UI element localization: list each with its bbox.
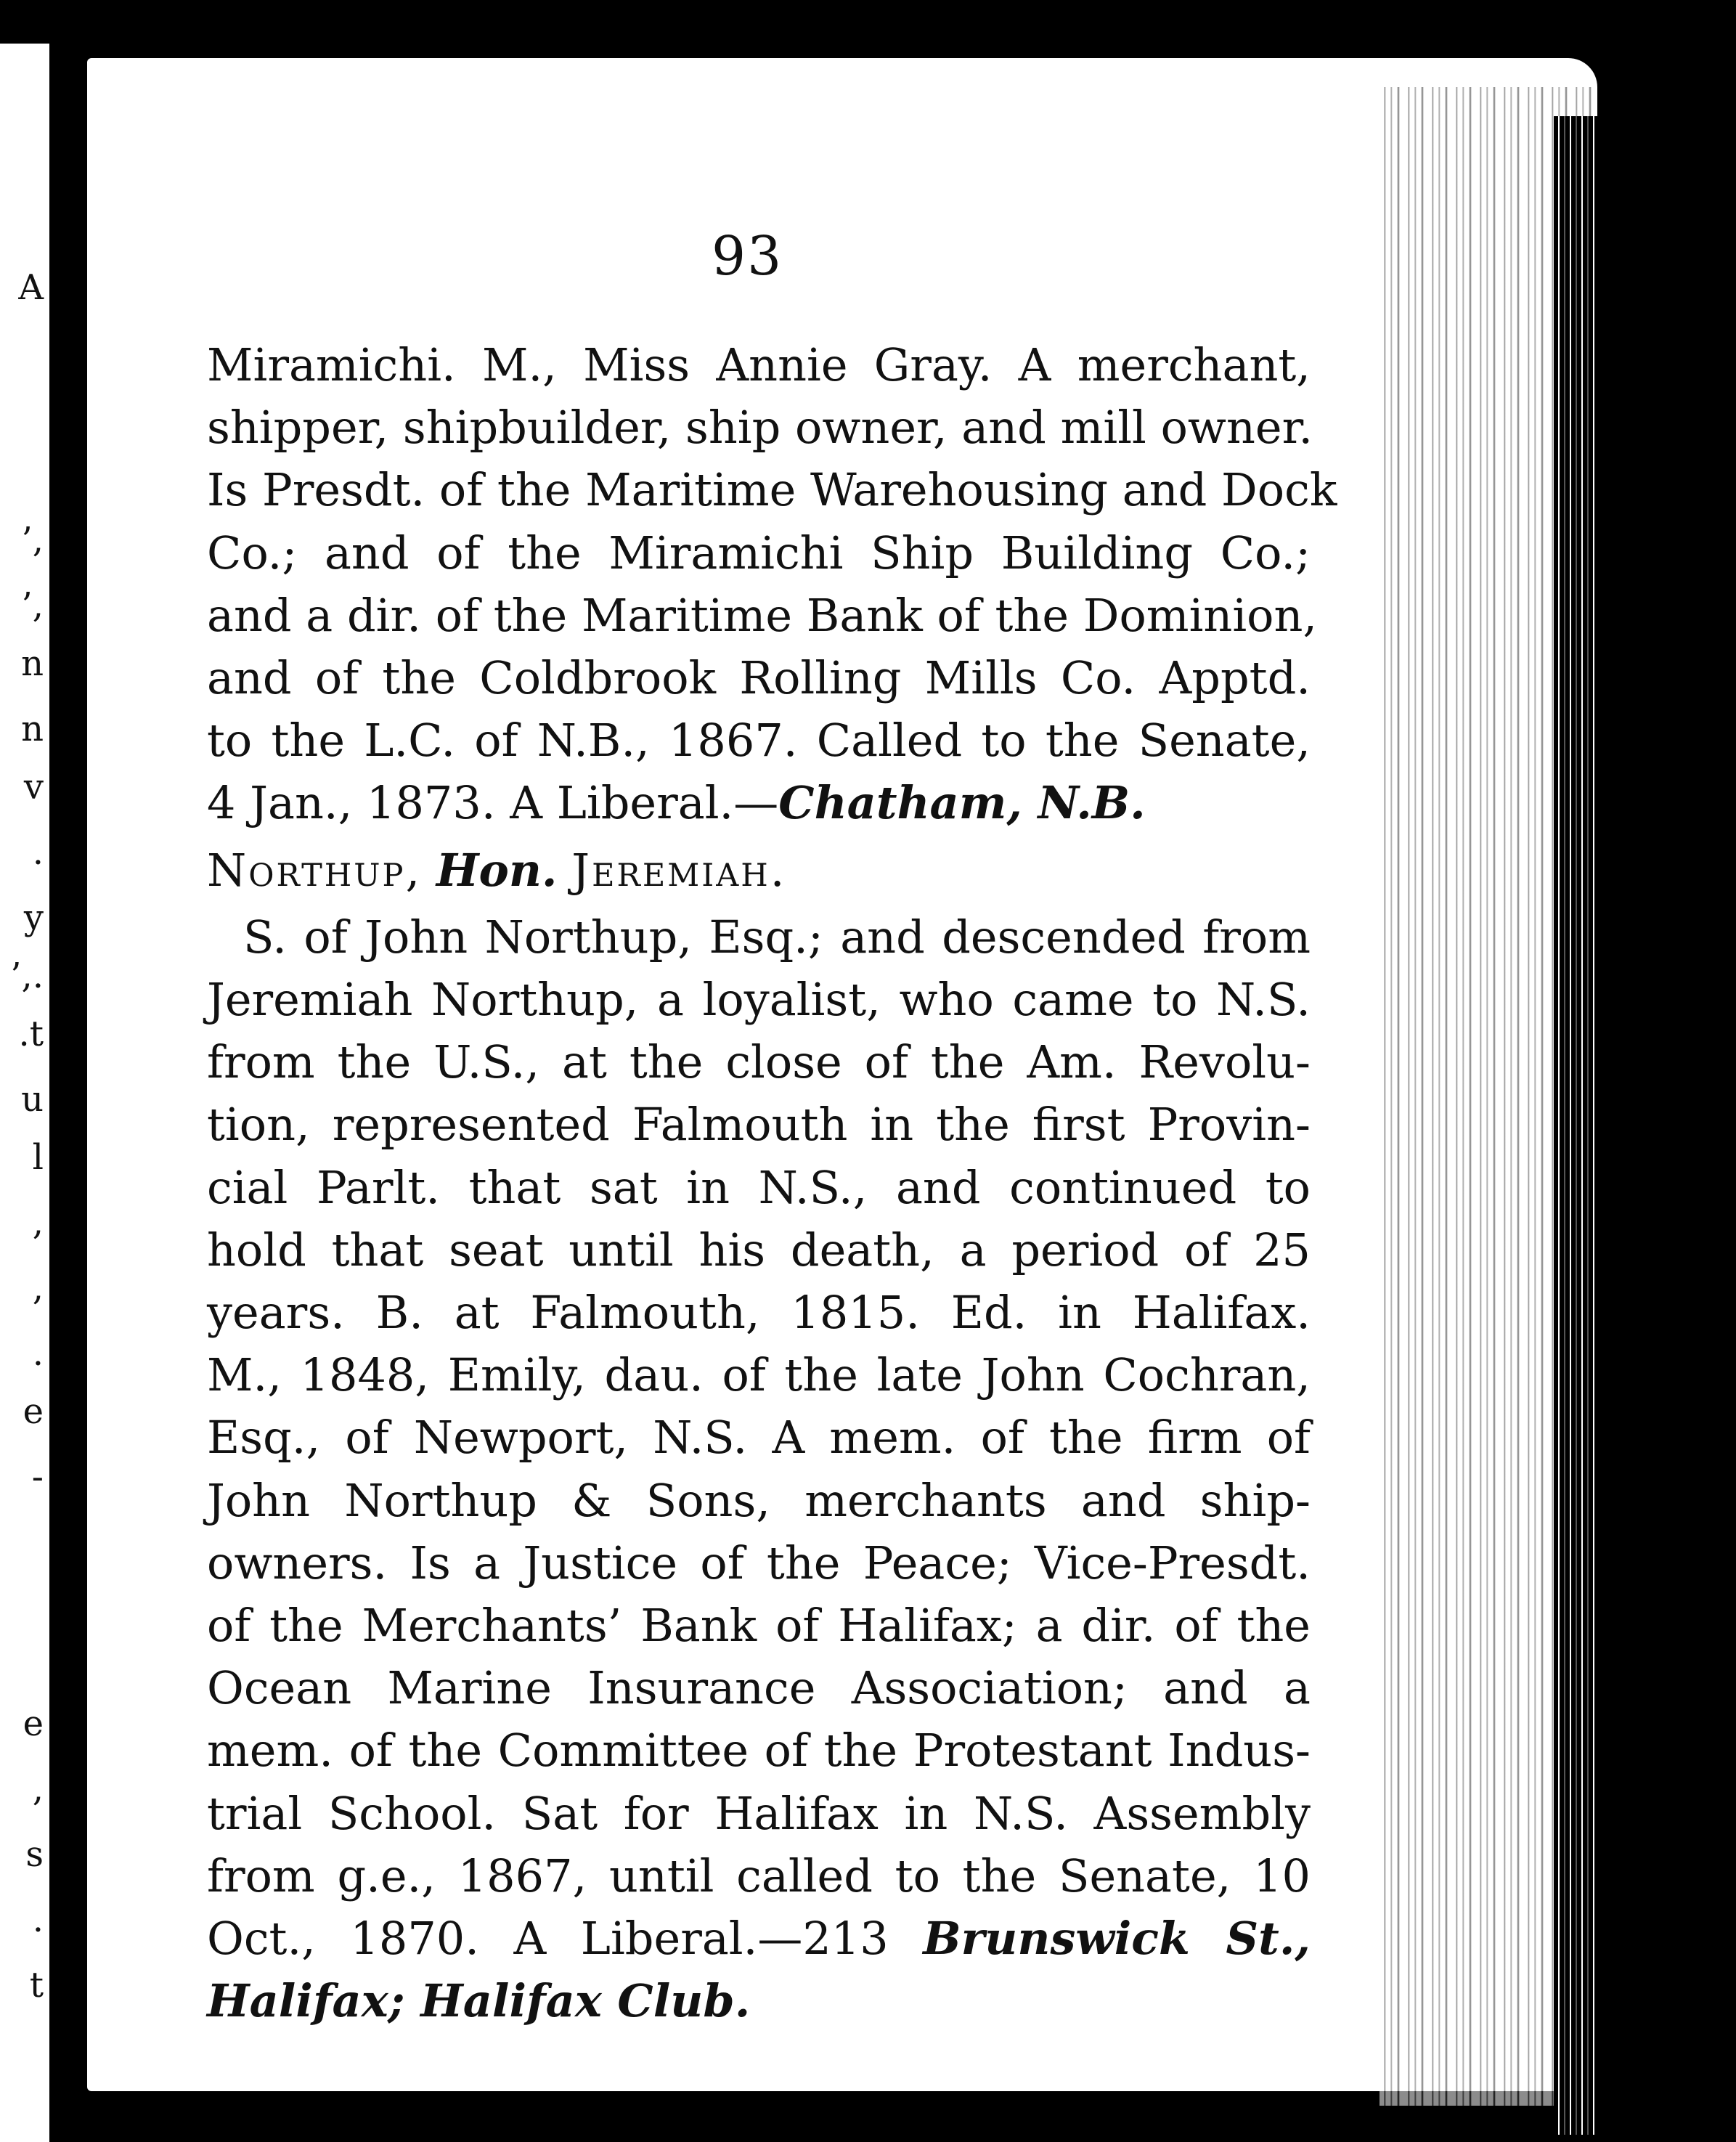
text-fragment: 4 Jan., 1873. A Liberal.—	[207, 776, 779, 830]
text-line: to the L.C. of N.B., 1867. Called to the Senate,	[207, 714, 1311, 767]
text-line: mem. of the Committee of the Protestant Indus-	[207, 1724, 1311, 1777]
margin-char: ’,	[21, 520, 44, 561]
address-italic-line: Halifax; Halifax Club.	[207, 1974, 751, 2028]
text-line: John Northup & Sons, merchants and ship-	[207, 1473, 1311, 1527]
text-line: shipper, shipbuilder, ship owner, and mill owner.	[207, 401, 1313, 455]
text-fragment: Oct., 1870. A Liberal.—213	[207, 1912, 924, 1966]
margin-char: .t	[18, 1014, 44, 1054]
text-line: owners. Is a Justice of the Peace; Vice-Presdt.	[207, 1536, 1311, 1589]
text-line: S. of John Northup, Esq.; and descended from	[243, 910, 1311, 964]
page-number: 93	[712, 225, 783, 288]
margin-char: v	[23, 767, 44, 807]
text-line: cial Parlt. that sat in N.S., and continued to	[207, 1160, 1311, 1214]
entry-heading	[207, 839, 1311, 902]
book-page	[87, 58, 1597, 2091]
entry-title: Hon.	[436, 843, 558, 897]
entry-given-name: Jeremiah.	[571, 843, 787, 897]
margin-char: ,	[32, 1769, 44, 1809]
address-italic: Chatham, N.B.	[778, 776, 1146, 830]
previous-page-edge	[0, 44, 49, 2142]
text-line: Esq., of Newport, N.S. A mem. of the firm of	[207, 1411, 1311, 1465]
margin-char: n	[21, 709, 44, 749]
margin-char: ,	[32, 1268, 44, 1308]
text-line	[207, 1907, 1311, 1970]
margin-char: .	[32, 1333, 44, 1374]
text-line: Is Presdt. of the Maritime Warehousing and Dock	[207, 463, 1337, 517]
margin-char: u	[21, 1079, 44, 1120]
text-line: Miramichi. M., Miss Annie Gray. A merchant,	[207, 338, 1311, 391]
text-line: Ocean Marine Insurance Association; and a	[207, 1661, 1311, 1715]
text-line: from the U.S., at the close of the Am. Revolu-	[207, 1035, 1311, 1089]
margin-char: ’,	[21, 585, 44, 626]
text-line: Co.; and of the Miramichi Ship Building Co.;	[207, 526, 1311, 579]
margin-char: ,	[32, 1202, 44, 1243]
margin-char: .	[32, 832, 44, 873]
margin-char: t	[29, 1965, 44, 2005]
text-line: trial School. Sat for Halifax in N.S. Assembly	[207, 1786, 1311, 1840]
text-line: and of the Coldbrook Rolling Mills Co. Apptd.	[207, 651, 1311, 705]
page-body	[207, 334, 1337, 2032]
margin-char: e	[23, 1391, 44, 1432]
text-line: from g.e., 1867, until called to the Senate, 10	[207, 1849, 1311, 1902]
margin-char: n	[21, 643, 44, 684]
address-italic: Brunswick St.,	[923, 1912, 1311, 1966]
margin-char: A	[18, 267, 44, 308]
margin-char: y	[23, 897, 44, 938]
margin-char: l	[32, 1137, 44, 1178]
text-line: and a dir. of the Maritime Bank of the Dominion,	[207, 588, 1318, 642]
page-edge-shadow	[1554, 116, 1597, 2135]
text-line: tion, represented Falmouth in the first Provin-	[207, 1098, 1311, 1152]
text-line: Jeremiah Northup, a loyalist, who came to N.S.	[207, 973, 1311, 1027]
margin-char: s	[25, 1834, 44, 1875]
margin-char: e	[23, 1703, 44, 1744]
text-line	[207, 772, 1311, 834]
text-line: M., 1848, Emily, dau. of the late John Cochran,	[207, 1348, 1311, 1402]
entry-surname: Northup,	[207, 843, 423, 897]
text-line: years. B. at Falmouth, 1815. Ed. in Halifax.	[207, 1286, 1311, 1340]
margin-char: -	[31, 1457, 44, 1497]
text-line: hold that seat until his death, a period of 25	[207, 1223, 1311, 1276]
text-line: of the Merchants’ Bank of Halifax; a dir. of the	[207, 1599, 1311, 1653]
margin-char: ’,.	[10, 956, 44, 996]
margin-char: .	[32, 1899, 44, 1940]
